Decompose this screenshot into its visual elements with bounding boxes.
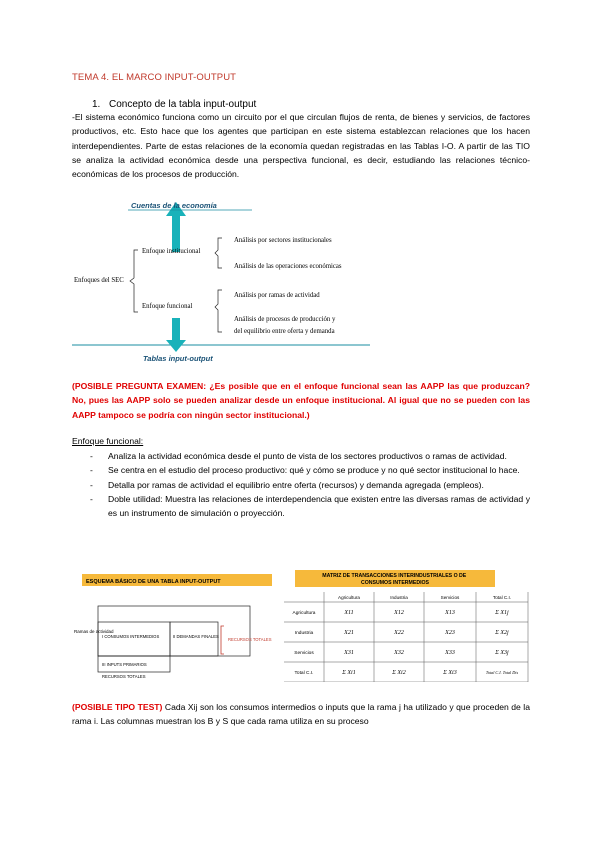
matrix-row-label: Industria (294, 631, 314, 636)
diagram-top-label: Cuentas de la economía (131, 201, 217, 210)
matrix-cell: X31 (344, 650, 354, 656)
list-item: - Analiza la actividad económica desde el punto de vista de los sectores productivos o ramas de actividad. (90, 451, 507, 461)
matrix-cell: X11 (344, 610, 354, 616)
matrix-cell: Σ X3j (495, 650, 509, 656)
leaf-processes-b: del equilibrio entre oferta y demanda (234, 328, 335, 335)
scheme-box-intermediate: I CONSUMOS INTERMEDIOS (102, 634, 160, 639)
functional-bullets (72, 449, 530, 520)
transactions-matrix (284, 592, 528, 682)
diagram-root-label: Enfoques del SEC (74, 277, 124, 284)
matrix-cell: X22 (394, 630, 404, 636)
matrix-col-header: Total C.I. (492, 595, 512, 600)
matrix-col-header: Industria (390, 595, 408, 600)
chapter-title: TEMA 4. EL MARCO INPUT-OUTPUT (72, 72, 237, 83)
branch-institutional: Enfoque institucional (142, 248, 201, 255)
test-note-prefix: (POSIBLE TIPO TEST) (72, 702, 163, 712)
list-item: - Detalla por ramas de actividad el equilibrio entre oferta (recursos) y demanda agregada (empleos). (90, 479, 484, 490)
matrix-cell: Σ Xi3 (443, 670, 457, 676)
left-title: ESQUEMA BÁSICO DE UNA TABLA INPUT-OUTPUT (86, 579, 221, 585)
matrix-cell: X12 (394, 610, 404, 616)
leaf-branches: Análisis por ramas de actividad (234, 292, 320, 299)
matrix-col-header: Agricultura (338, 595, 360, 600)
sec-approaches-diagram (72, 200, 372, 365)
matrix-row-label: Total C.I. (294, 671, 314, 676)
test-note-text: Cada Xij son los consumos intermedios o inputs que la rama j ha utilizado y que proceden de la rama i. Las columnas muestran los B y S que cada rama utiliza en su proceso (72, 702, 530, 727)
up-arrow-shaft (172, 214, 180, 252)
leaf-sectors: Análisis por sectores institucionales (234, 237, 332, 244)
matrix-cell: Total C.I. Total Dis (485, 670, 519, 675)
matrix-cell: X33 (445, 650, 455, 656)
scheme-outer-box (98, 606, 250, 656)
main-brace (130, 250, 138, 312)
exam-note: (POSIBLE PREGUNTA EXAMEN: ¿Es posible que en el enfoque funcional sean las AAPP las que produzcan? No, pues las AAPP solo se pueden analizar desde un enfoque institucional. Al igual que no se pueden con las AAPP tampoco se podría con ningún sector institucional.) (72, 381, 530, 420)
scheme-side-label: RECURSOS TOTALES (228, 637, 272, 642)
scheme-bottom-label: RECURSOS TOTALES (102, 674, 146, 679)
input-output-scheme-diagram (72, 570, 532, 682)
bullet-text: Analiza la actividad económica desde el punto de vista de los sectores productivos o ramas de actividad. (108, 451, 507, 461)
bullet-text: Detalla por ramas de actividad el equilibrio entre oferta (recursos) y demanda agregada (empleos). (108, 479, 484, 490)
functional-heading: Enfoque funcional: (72, 436, 144, 446)
leaf-operations: Análisis de las operaciones económicas (234, 263, 342, 270)
intro-paragraph: -El sistema económico funciona como un circuito por el que circulan flujos de renta, de bienes y servicios, de factores productivos, etc. Esto hace que los agentes que participan en este sistema establezcan relaciones que los hacen interdependientes. Parte de estas relaciones de la economía quedan registradas en las Tablas I-O. A partir de las TIO se analiza la actividad económica desde una perspectiva funcional, es decir, estudiando las relaciones técnico-económicas de los procesos de producción. (72, 112, 530, 180)
test-note (72, 700, 530, 729)
matrix-cell: X21 (344, 630, 354, 636)
scheme-box-primary: III INPUTS PRIMARIOS (102, 662, 147, 667)
matrix-cell: Σ Xi2 (392, 670, 406, 676)
branch-functional: Enfoque funcional (142, 303, 193, 310)
diagram-bottom-label: Tablas input-output (143, 354, 213, 363)
list-item: - Se centra en el estudio del proceso productivo: qué y cómo se produce y no qué sector institucional lo hace. (90, 465, 520, 476)
section-heading-text: Concepto de la tabla input-output (109, 99, 257, 110)
section-number: 1. (92, 99, 101, 110)
list-item: - Doble utilidad: Muestra las relaciones de interdependencia que existen entre las diversas ramas de actividad y es un instrumento de simulación o proyección. (90, 493, 530, 519)
right-title: MATRIZ DE TRANSACCIONES INTERINDUSTRIALES O DE CONSUMOS INTERMEDIOS (322, 573, 467, 586)
matrix-cell: X13 (445, 610, 455, 616)
leaf-processes-a: Análisis de procesos de producción y (234, 316, 336, 323)
down-arrow-shaft (172, 318, 180, 342)
down-arrow-icon (166, 340, 186, 352)
matrix-row-label: Servicios (294, 651, 314, 656)
matrix-cell: X32 (394, 650, 404, 656)
scheme-box-final: II DEMANDAS FINALES (173, 634, 219, 639)
scheme-row-label: Ramas de actividad (74, 629, 114, 634)
section-heading (92, 99, 256, 110)
matrix-cell: Σ X1j (495, 610, 509, 616)
matrix-cell: Σ Xi1 (342, 670, 356, 676)
matrix-cell: X23 (445, 630, 455, 636)
matrix-cell: Σ X2j (495, 630, 509, 636)
matrix-row-label: Agricultura (292, 611, 316, 616)
bullet-text: Se centra en el estudio del proceso productivo: qué y cómo se produce y no qué sector institucional lo hace. (108, 465, 520, 476)
matrix-col-header: Servicios (440, 595, 460, 600)
bullet-text: Doble utilidad: Muestra las relaciones de interdependencia que existen entre las diversas ramas de actividad y es un instrumento de simulación o proyección. (108, 493, 530, 519)
